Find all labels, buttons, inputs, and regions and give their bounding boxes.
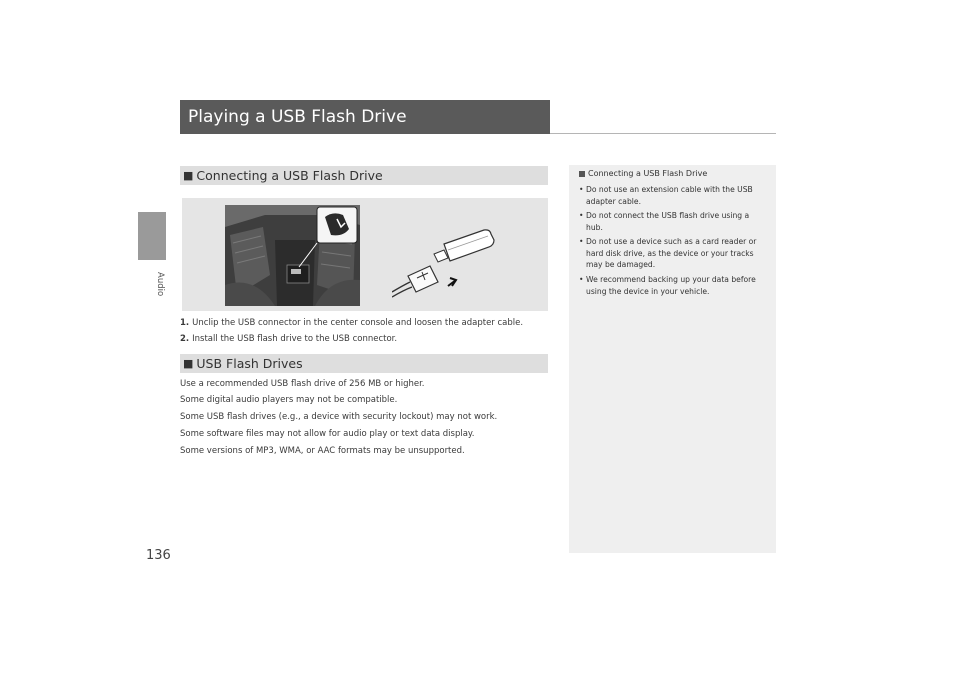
bullet: •: [579, 275, 584, 284]
note-item: [579, 184, 769, 207]
note-panel: [569, 165, 776, 553]
page-title: Playing a USB Flash Drive: [180, 100, 550, 134]
chapter-tab: [138, 212, 166, 260]
title-rule: [550, 133, 776, 134]
section-heading-text: USB Flash Drives: [196, 356, 303, 371]
paragraph: Some USB flash drives (e.g., a device with security lockout) may not work.: [180, 412, 498, 422]
section-marker: ■: [183, 357, 194, 370]
section-marker: ■: [183, 169, 194, 182]
usb-connection-figure: [182, 198, 548, 311]
step-text: Unclip the USB connector in the center console and loosen the adapter cable.: [192, 318, 524, 328]
note-line: We recommend backing up your data before: [586, 275, 756, 284]
step-1: [180, 318, 523, 328]
page-number: 136: [146, 548, 171, 563]
step-text: Install the USB flash drive to the USB connector.: [192, 334, 398, 344]
usb-flash-drive-drawing: [392, 220, 502, 298]
paragraph: Some digital audio players may not be compatible.: [180, 395, 398, 405]
note-line: may be damaged.: [586, 260, 656, 269]
bullet: •: [579, 185, 584, 194]
note-item: [579, 210, 769, 233]
note-line: Do not connect the USB flash drive using a: [586, 211, 750, 220]
note-line: hard disk drive, as the device or your tracks: [586, 248, 754, 258]
bullet: •: [579, 237, 584, 246]
note-title-text: Connecting a USB Flash Drive: [588, 169, 708, 178]
step-2: [180, 334, 397, 344]
bullet: •: [579, 211, 584, 220]
note-marker-icon: [579, 171, 585, 177]
center-console-photo: [225, 205, 360, 306]
step-number: 1.: [180, 318, 190, 328]
note-line: adapter cable.: [586, 196, 641, 206]
section-heading-text: Connecting a USB Flash Drive: [196, 168, 383, 183]
paragraph: Use a recommended USB flash drive of 256 MB or higher.: [180, 379, 425, 389]
chapter-label: Audio: [155, 271, 165, 297]
note-title: [579, 169, 707, 178]
note-line: Do not use a device such as a card reader or: [586, 237, 757, 246]
note-line: Do not use an extension cable with the USB: [586, 185, 753, 194]
step-number: 2.: [180, 334, 190, 344]
paragraph: Some versions of MP3, WMA, or AAC formats may be unsupported.: [180, 446, 465, 456]
note-line: using the device in your vehicle.: [586, 286, 710, 296]
note-item: [579, 274, 769, 297]
section-heading-usb-flash-drives: [180, 354, 548, 373]
section-heading-connecting: [180, 166, 548, 185]
note-line: hub.: [586, 222, 603, 232]
paragraph: Some software files may not allow for audio play or text data display.: [180, 429, 475, 439]
note-item: [579, 236, 769, 271]
